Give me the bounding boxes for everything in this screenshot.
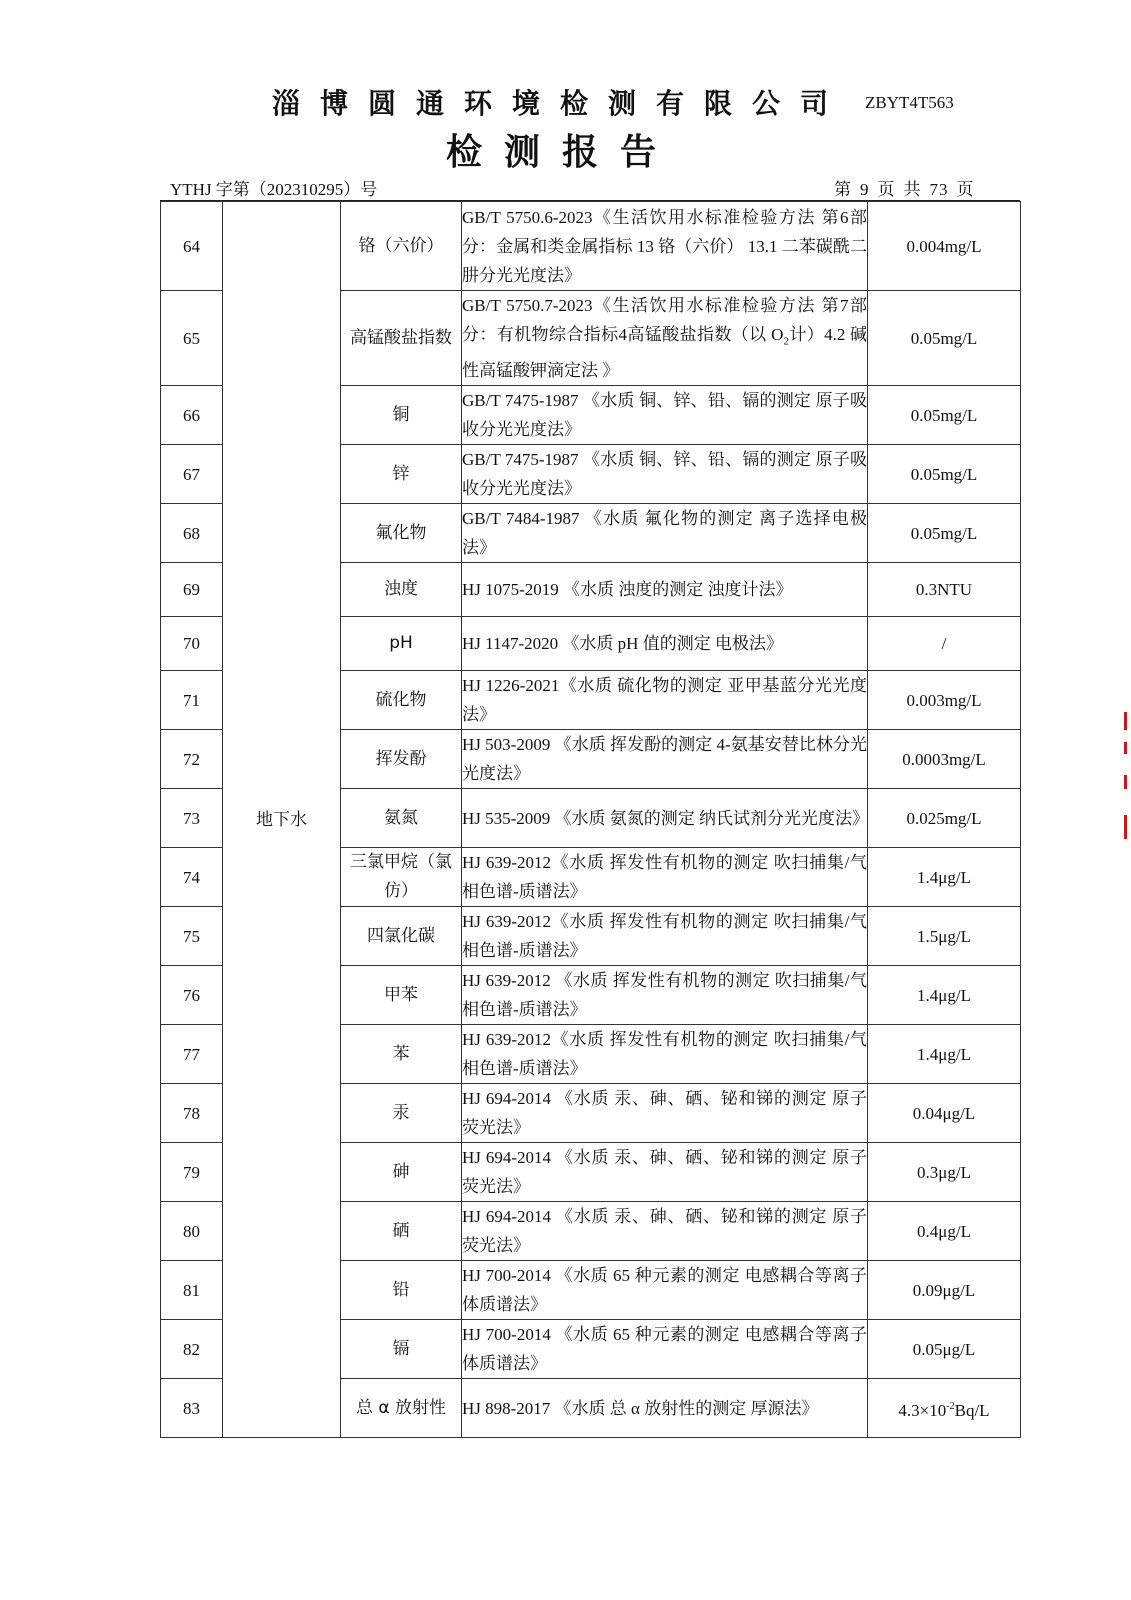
- detection-limit: 0.05mg/L: [868, 504, 1021, 563]
- detection-limit: 0.4μg/L: [868, 1202, 1021, 1261]
- row-number: 69: [161, 563, 223, 617]
- row-number: 77: [161, 1025, 223, 1084]
- test-methods-table: [160, 201, 1021, 1438]
- row-number: 73: [161, 789, 223, 848]
- test-method: HJ 535-2009 《水质 氨氮的测定 纳氏试剂分光光度法》: [462, 789, 868, 848]
- detection-limit: 1.5μg/L: [868, 907, 1021, 966]
- detection-limit: 0.3μg/L: [868, 1143, 1021, 1202]
- row-number: 80: [161, 1202, 223, 1261]
- row-number: 67: [161, 445, 223, 504]
- test-method: HJ 639-2012《水质 挥发性有机物的测定 吹扫捕集/气相色谱-质谱法》: [462, 907, 868, 966]
- test-item: 总 α 放射性: [341, 1379, 462, 1438]
- report-number: YTHJ 字第（202310295）号: [170, 180, 378, 199]
- table-row: [161, 202, 1021, 291]
- detection-limit: 0.025mg/L: [868, 789, 1021, 848]
- test-item: 硫化物: [341, 671, 462, 730]
- detection-limit: 0.04μg/L: [868, 1084, 1021, 1143]
- test-method: HJ 503-2009 《水质 挥发酚的测定 4-氨基安替比林分光光度法》: [462, 730, 868, 789]
- row-number: 74: [161, 848, 223, 907]
- detection-limit: 0.09μg/L: [868, 1261, 1021, 1320]
- test-method: HJ 639-2012《水质 挥发性有机物的测定 吹扫捕集/气相色谱-质谱法》: [462, 1025, 868, 1084]
- test-item: 铜: [341, 386, 462, 445]
- test-method: HJ 1147-2020 《水质 pH 值的测定 电极法》: [462, 617, 868, 671]
- test-method: HJ 700-2014 《水质 65 种元素的测定 电感耦合等离子体质谱法》: [462, 1261, 868, 1320]
- test-method: HJ 1226-2021《水质 硫化物的测定 亚甲基蓝分光光度法》: [462, 671, 868, 730]
- row-number: 64: [161, 202, 223, 291]
- test-method: GB/T 7475-1987 《水质 铜、锌、铅、镉的测定 原子吸收分光光度法》: [462, 386, 868, 445]
- test-item: 硒: [341, 1202, 462, 1261]
- row-number: 79: [161, 1143, 223, 1202]
- row-number: 70: [161, 617, 223, 671]
- detection-limit: 0.3NTU: [868, 563, 1021, 617]
- test-method: GB/T 5750.6-2023《生活饮用水标准检验方法 第6部分：金属和类金属指标 13 铬（六价） 13.1 二苯碳酰二肼分光光度法》: [462, 202, 868, 291]
- detection-limit: /: [868, 617, 1021, 671]
- row-number: 65: [161, 291, 223, 386]
- edge-stamp-mark: [1124, 742, 1127, 754]
- row-number: 76: [161, 966, 223, 1025]
- detection-limit: 1.4μg/L: [868, 966, 1021, 1025]
- test-method: HJ 694-2014 《水质 汞、砷、硒、铋和锑的测定 原子荧光法》: [462, 1143, 868, 1202]
- row-number: 68: [161, 504, 223, 563]
- test-item: 铅: [341, 1261, 462, 1320]
- detection-limit: 1.4μg/L: [868, 848, 1021, 907]
- page-prefix: 第: [834, 180, 852, 199]
- test-item: 甲苯: [341, 966, 462, 1025]
- test-method: HJ 1075-2019 《水质 浊度的测定 浊度计法》: [462, 563, 868, 617]
- detection-limit: 0.05mg/L: [868, 445, 1021, 504]
- test-item: 铬（六价）: [341, 202, 462, 291]
- detection-limit: 1.4μg/L: [868, 1025, 1021, 1084]
- test-item: 汞: [341, 1084, 462, 1143]
- detection-limit: 0.003mg/L: [868, 671, 1021, 730]
- limit-mantissa: 4.3×10: [898, 1400, 947, 1420]
- sample-category: 地下水: [223, 202, 341, 1438]
- method-subscript: 2: [783, 335, 789, 348]
- test-method: HJ 700-2014 《水质 65 种元素的测定 电感耦合等离子体质谱法》: [462, 1320, 868, 1379]
- document-code: ZBYT4T563: [865, 93, 954, 112]
- test-method: HJ 639-2012 《水质 挥发性有机物的测定 吹扫捕集/气相色谱-质谱法》: [462, 966, 868, 1025]
- detection-limit: 0.0003mg/L: [868, 730, 1021, 789]
- page-mid2: 共: [903, 180, 922, 199]
- company-name: 淄博圆通环境检测有限公司: [272, 87, 849, 120]
- page-total: 73: [929, 180, 949, 199]
- edge-stamp-mark: [1124, 775, 1127, 789]
- test-item: 挥发酚: [341, 730, 462, 789]
- limit-exponent: -2: [946, 1400, 955, 1412]
- edge-stamp-mark: [1124, 815, 1127, 839]
- test-item: 浊度: [341, 563, 462, 617]
- test-method: GB/T 7484-1987 《水质 氟化物的测定 离子选择电极法》: [462, 504, 868, 563]
- test-method: HJ 694-2014 《水质 汞、砷、硒、铋和锑的测定 原子荧光法》: [462, 1202, 868, 1261]
- test-method: [462, 291, 868, 386]
- limit-unit: Bq/L: [954, 1400, 990, 1420]
- test-item: 氨氮: [341, 789, 462, 848]
- page-indicator: [830, 175, 979, 200]
- row-number: 72: [161, 730, 223, 789]
- test-item: 三氯甲烷（氯仿）: [341, 848, 462, 907]
- method-text-cont: 计）4.2 碱性高锰酸钾滴定法 》: [462, 325, 867, 381]
- test-item: 氟化物: [341, 504, 462, 563]
- test-item: 砷: [341, 1143, 462, 1202]
- test-item: 苯: [341, 1025, 462, 1084]
- row-number: 82: [161, 1320, 223, 1379]
- detection-limit: 0.05mg/L: [868, 386, 1021, 445]
- test-method: HJ 898-2017 《水质 总 α 放射性的测定 厚源法》: [462, 1379, 868, 1438]
- detection-limit: 0.004mg/L: [868, 202, 1021, 291]
- test-method: HJ 694-2014 《水质 汞、砷、硒、铋和锑的测定 原子荧光法》: [462, 1084, 868, 1143]
- detection-limit: [868, 1379, 1021, 1438]
- method-text: GB/T 5750.7-2023《生活饮用水标准检验方法 第7部分：有机物综合指标4高锰酸盐指数（以 O: [462, 296, 867, 344]
- test-method: GB/T 7475-1987 《水质 铜、锌、铅、镉的测定 原子吸收分光光度法》: [462, 445, 868, 504]
- row-number: 66: [161, 386, 223, 445]
- report-title: 检测报告: [446, 132, 679, 173]
- row-number: 81: [161, 1261, 223, 1320]
- test-method: HJ 639-2012《水质 挥发性有机物的测定 吹扫捕集/气相色谱-质谱法》: [462, 848, 868, 907]
- detection-limit: 0.05μg/L: [868, 1320, 1021, 1379]
- edge-stamp-mark: [1124, 712, 1127, 730]
- row-number: 75: [161, 907, 223, 966]
- page-mid1: 页: [877, 180, 896, 199]
- test-item: 高锰酸盐指数: [341, 291, 462, 386]
- test-item: pH: [341, 617, 462, 671]
- page-current: 9: [860, 180, 870, 199]
- test-item: 镉: [341, 1320, 462, 1379]
- test-item: 锌: [341, 445, 462, 504]
- row-number: 78: [161, 1084, 223, 1143]
- row-number: 83: [161, 1379, 223, 1438]
- test-item: 四氯化碳: [341, 907, 462, 966]
- page-suffix: 页: [956, 180, 975, 199]
- row-number: 71: [161, 671, 223, 730]
- detection-limit: 0.05mg/L: [868, 291, 1021, 386]
